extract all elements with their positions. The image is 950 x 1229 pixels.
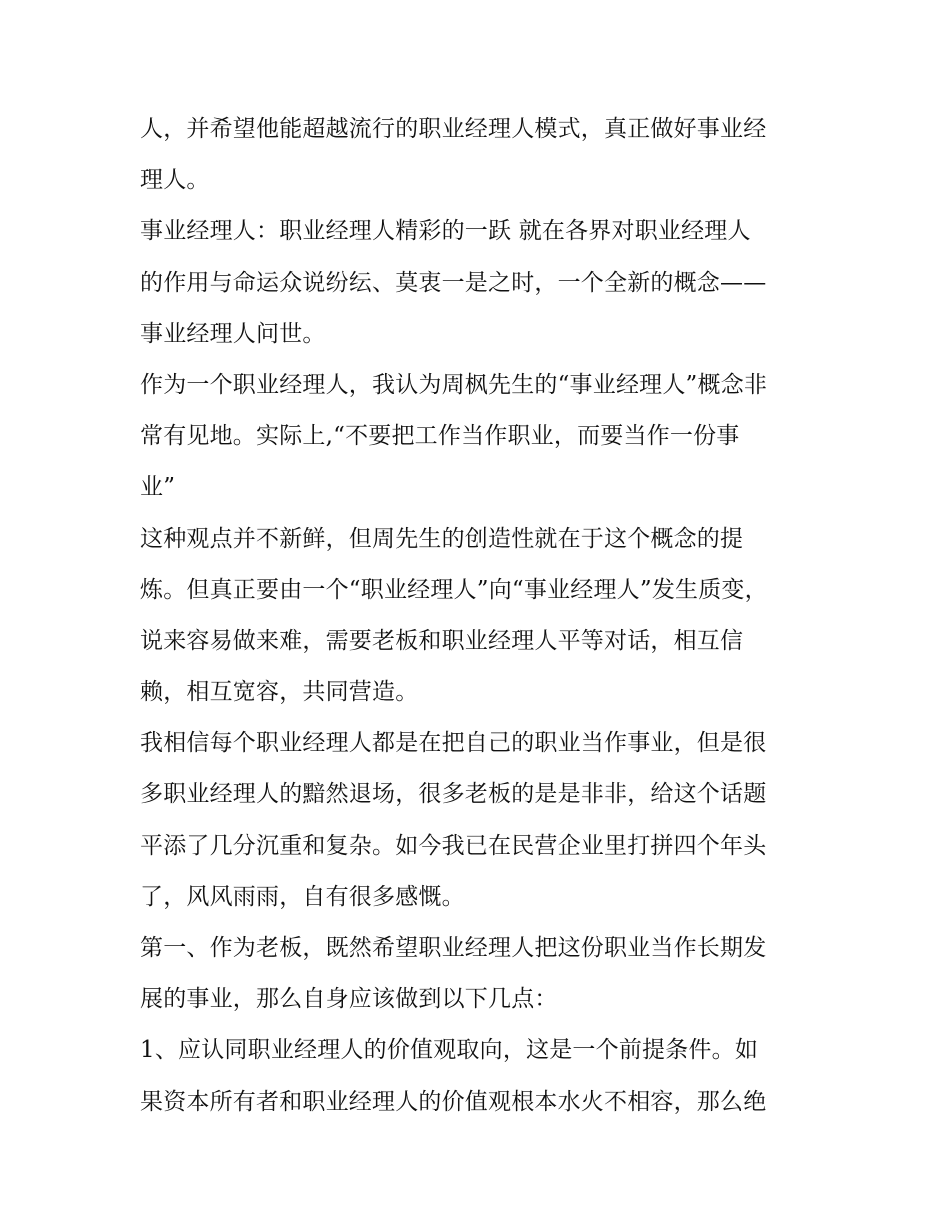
text-line: 我相信每个职业经理人都是在把自己的职业当作事业，但是很 (140, 730, 767, 757)
text-line: 了，风风雨雨，自有很多感慨。 (140, 883, 465, 910)
text-line: 炼。但真正要由一个“职业经理人”向“事业经理人”发生质变， (140, 576, 768, 603)
text-line: 作为一个职业经理人，我认为周枫先生的“事业经理人”概念非 (140, 371, 768, 398)
text-line: 平添了几分沉重和复杂。如今我已在民营企业里打拼四个年头 (140, 832, 767, 859)
text-line: 1、应认同职业经理人的价值观取向，这是一个前提条件。如 (140, 1037, 759, 1064)
text-line: 说来容易做来难，需要老板和职业经理人平等对话，相互信 (140, 627, 744, 654)
document-body (140, 104, 820, 1128)
text-line: 果资本所有者和职业经理人的价值观根本水火不相容，那么绝 (140, 1088, 767, 1115)
text-line: 多职业经理人的黯然退场，很多老板的是是非非，给这个话题 (140, 781, 767, 808)
text-line: 第一、作为老板，既然希望职业经理人把这份职业当作长期发 (140, 935, 767, 961)
text-line: 赖，相互宽容，共同营造。 (140, 679, 419, 706)
text-line: 常有见地。实际上,“不要把工作当作职业，而要当作一份事 (140, 423, 740, 450)
text-line: 理人。 (140, 167, 210, 194)
text-line: 业” (140, 474, 176, 501)
text-line: 事业经理人问世。 (140, 320, 326, 347)
text-line: 展的事业，那么自身应该做到以下几点： (140, 986, 558, 1013)
text-line: 的作用与命运众说纷纭、莫衷一是之时，一个全新的概念—— (140, 269, 767, 296)
text-line: 这种观点并不新鲜，但周先生的创造性就在于这个概念的提 (140, 525, 744, 552)
text-line: 人，并希望他能超越流行的职业经理人模式，真正做好事业经 (140, 116, 767, 142)
text-line: 事业经理人：职业经理人精彩的一跃 就在各界对职业经理人 (140, 218, 751, 245)
